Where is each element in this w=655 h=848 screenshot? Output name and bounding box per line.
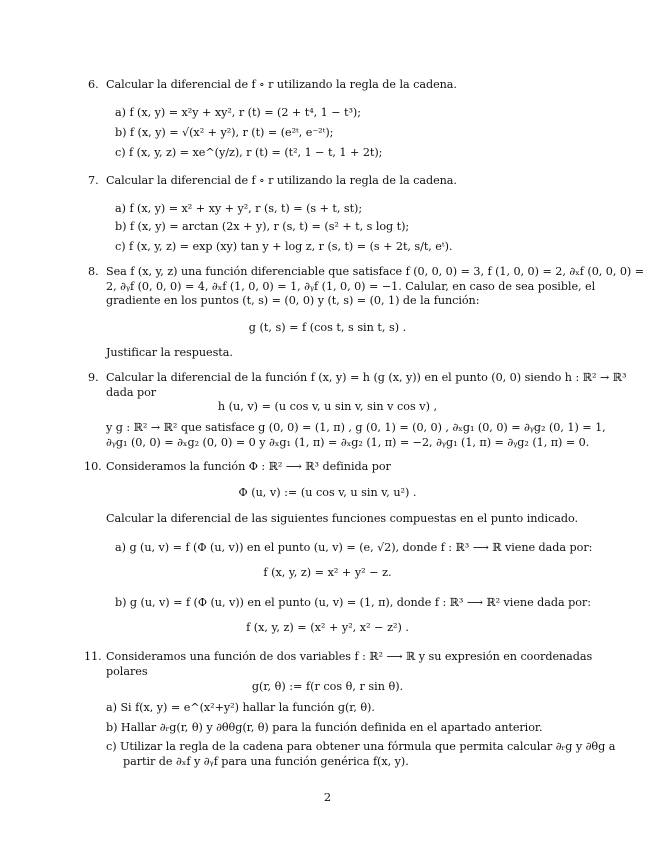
problem-8-line-1: Sea f (x, y, z) una función diferenciable que satisface f (0, 0, 0) = 3, f (1, 0, 0) = 2, ∂ₓf (0, 0, 0) = <box>106 265 645 278</box>
problem-10-line-1: Consideramos la función Φ : ℝ² ⟶ ℝ³ definida por <box>106 460 391 473</box>
problem-11-item-c-line-2: partir de ∂ₓf y ∂ᵧf para una función genérica f(x, y). <box>123 755 409 768</box>
problem-10-line-2: Calcular la diferencial de las siguientes funciones compuestas en el punto indicado. <box>106 512 579 525</box>
problem-9-line-4: ∂ᵧg₁ (0, 0) = ∂ₓg₂ (0, 0) = 0 y ∂ₓg₁ (1, π) = ∂ₓg₂ (1, π) = −2, ∂ᵧg₁ (1, π) = ∂ᵧg₂ (1, π) = 0. <box>106 436 590 449</box>
problem-6-item-a: a) f (x, y) = x²y + xy², r (t) = (2 + t⁴, 1 − t³); <box>115 106 361 119</box>
problem-8-formula: g (t, s) = f (cos t, s sin t, s) . <box>248 321 407 334</box>
problem-9-formula: h (u, v) = (u cos v, u sin v, sin v cos v) , <box>217 400 438 413</box>
problem-8-line-2: 2, ∂ᵧf (0, 0, 0) = 4, ∂ₓf (1, 0, 0) = 1, ∂ᵧf (1, 0, 0) = −1. Calular, en caso de sea posible, el <box>106 280 596 293</box>
problem-8-line-3: gradiente en los puntos (t, s) = (0, 0) y (t, s) = (0, 1) de la función: <box>106 294 480 307</box>
problem-7-item-c: c) f (x, y, z) = exp (xy) tan y + log z, r (s, t) = (s + 2t, s/t, eᵗ). <box>115 240 453 253</box>
problem-9-line-2: dada por <box>106 386 157 399</box>
problem-10-item-b: b) g (u, v) = f (Φ (u, v)) en el punto (u, v) = (1, π), donde f : ℝ³ ⟶ ℝ² viene dada por: <box>115 596 591 609</box>
problem-10-formula: Φ (u, v) := (u cos v, u sin v, u²) . <box>238 486 417 499</box>
problem-7-item-b: b) f (x, y) = arctan (2x + y), r (s, t) = (s² + t, s log t); <box>115 220 410 233</box>
problem-10-item-a: a) g (u, v) = f (Φ (u, v)) en el punto (u, v) = (e, √2), donde f : ℝ³ ⟶ ℝ viene dada por: <box>115 541 593 554</box>
page-number: 2 <box>323 790 332 804</box>
problem-7-item-a: a) f (x, y) = x² + xy + y², r (s, t) = (s + t, st); <box>115 202 363 215</box>
problem-11-item-b: b) Hallar ∂ᵣg(r, θ) y ∂θθg(r, θ) para la función definida en el apartado anterior. <box>106 721 543 734</box>
problem-11-item-a: a) Si f(x, y) = e^(x²+y²) hallar la función g(r, θ). <box>106 701 375 714</box>
problem-6-item-b: b) f (x, y) = √(x² + y²), r (t) = (e²ᵗ, e⁻²ᵗ); <box>115 126 334 139</box>
problem-8-note: Justificar la respuesta. <box>106 346 233 359</box>
problem-11-item-c-line-1: c) Utilizar la regla de la cadena para obtener una fórmula que permita calcular ∂ᵣg y ∂θg a <box>106 740 616 753</box>
problem-7-number: 7. <box>88 174 99 187</box>
problem-8-number: 8. <box>88 265 99 278</box>
problem-10-number: 10. <box>84 460 102 473</box>
problem-11-line-2: polares <box>106 665 148 678</box>
problem-10-item-b-formula: f (x, y, z) = (x² + y², x² − z²) . <box>246 621 409 634</box>
problem-11-number: 11. <box>84 650 102 663</box>
problem-9-line-1: Calcular la diferencial de la función f (x, y) = h (g (x, y)) en el punto (0, 0) siendo h : ℝ² → ℝ³ <box>106 371 627 384</box>
problem-9-line-3: y g : ℝ² → ℝ² que satisface g (0, 0) = (1, π) , g (0, 1) = (0, 0) , ∂ₓg₁ (0, 0) = ∂ᵧg₂ (0, 1) = 1, <box>106 421 606 434</box>
problem-11-line-1: Consideramos una función de dos variables f : ℝ² ⟶ ℝ y su expresión en coordenadas <box>106 650 593 663</box>
problem-10-item-a-formula: f (x, y, z) = x² + y² − z. <box>263 566 392 579</box>
problem-9-number: 9. <box>88 371 99 384</box>
problem-11-formula: g(r, θ) := f(r cos θ, r sin θ). <box>251 680 404 693</box>
problem-6-item-c: c) f (x, y, z) = xe^(y/z), r (t) = (t², 1 − t, 1 + 2t); <box>115 146 383 159</box>
problem-6-number: 6. <box>88 78 99 91</box>
problem-7-intro: Calcular la diferencial de f ∘ r utilizando la regla de la cadena. <box>106 174 457 187</box>
problem-6-intro: Calcular la diferencial de f ∘ r utilizando la regla de la cadena. <box>106 78 457 91</box>
